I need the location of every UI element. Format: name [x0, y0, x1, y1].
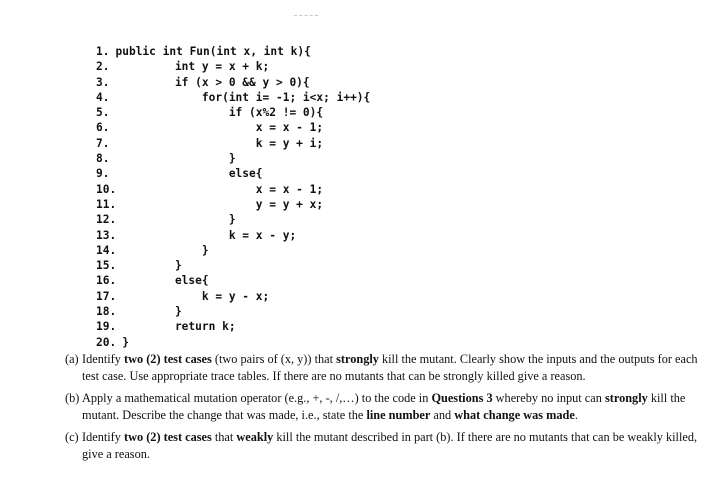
- code-line: [96, 197, 426, 212]
- code-line: [96, 105, 426, 120]
- top-dashed-mark: [294, 15, 318, 16]
- line-number: 5.: [96, 106, 110, 120]
- line-number: 11.: [96, 197, 117, 211]
- code-line: [96, 151, 426, 166]
- code-line: [96, 59, 426, 74]
- question-text: [82, 351, 715, 385]
- question-text-run: Apply a mathematical mutation operator (e.g., +, -, /,…) to the code in: [82, 391, 432, 405]
- line-number: 3.: [96, 75, 110, 89]
- question-text-run: and: [430, 408, 455, 422]
- code-text: x = x - 1;: [148, 121, 324, 135]
- question-text-run: .: [574, 408, 578, 422]
- code-text: else{: [148, 167, 263, 181]
- code-text: return k;: [148, 320, 236, 334]
- question-text: [82, 429, 715, 463]
- code-line: [96, 182, 426, 197]
- line-number: 6.: [96, 121, 110, 135]
- code-line: [96, 319, 426, 334]
- question-emphasis: line number: [366, 408, 431, 422]
- code-line: [96, 243, 426, 258]
- question-emphasis: weakly: [236, 430, 274, 444]
- question-text-run: kill the mutant described in part (b). If there are no mutants that can be weakly killed, give a reason.: [82, 430, 698, 461]
- code-text: int y = x + k;: [148, 60, 270, 74]
- line-number: 7.: [96, 136, 110, 150]
- question-text-run: kill the mutant. Clearly show the inputs and the outputs for each test case. Use appropriate trace tables. If there are no mutants that can be strongly killed give a reason.: [82, 352, 698, 383]
- line-number: 2.: [96, 60, 110, 74]
- code-line: [96, 228, 426, 243]
- code-text: }: [122, 335, 129, 349]
- code-text: }: [148, 152, 236, 166]
- question-emphasis: two (2) test cases: [124, 352, 212, 366]
- code-text: for(int i= -1; i<x; i++){: [148, 90, 371, 104]
- code-line: [96, 44, 426, 59]
- code-line: [96, 304, 426, 319]
- code-text: k = y + i;: [148, 136, 324, 150]
- line-number: 19.: [96, 320, 117, 334]
- code-text: if (x%2 != 0){: [148, 106, 324, 120]
- code-listing: [96, 44, 426, 349]
- code-line: [96, 136, 426, 151]
- line-number: 12.: [96, 213, 117, 227]
- question-text-run: Identify: [82, 352, 125, 366]
- question-emphasis: two (2) test cases: [124, 430, 212, 444]
- line-number: 14.: [96, 243, 117, 257]
- line-number: 15.: [96, 259, 117, 273]
- question-emphasis: what change was made: [454, 408, 575, 422]
- line-number: 16.: [96, 274, 117, 288]
- question-emphasis: strongly: [336, 352, 379, 366]
- code-text: }: [148, 213, 236, 227]
- question-text-run: that: [211, 430, 237, 444]
- code-line: [96, 75, 426, 90]
- question-label: (c): [65, 430, 79, 444]
- question-c: [65, 429, 715, 463]
- question-label: (a): [65, 352, 79, 366]
- line-number: 17.: [96, 289, 117, 303]
- code-line: [96, 166, 426, 181]
- code-text: }: [148, 305, 182, 319]
- code-text: public int Fun(int x, int k){: [115, 45, 311, 58]
- line-number: 13.: [96, 228, 117, 242]
- question-label: (b): [65, 391, 80, 405]
- code-line: [96, 289, 426, 304]
- line-number: 8.: [96, 152, 110, 166]
- question-text-run: kill the mutant. Describe the change that was made, i.e., state the: [82, 391, 686, 422]
- code-text: y = y + x;: [148, 197, 324, 211]
- line-number: 4.: [96, 90, 110, 104]
- question-list: [65, 351, 715, 468]
- code-line: [96, 258, 426, 273]
- question-emphasis: strongly: [604, 391, 648, 405]
- code-text: else{: [148, 274, 209, 288]
- line-number: 1.: [96, 45, 110, 58]
- question-text: [82, 390, 715, 424]
- question-a: [65, 351, 715, 385]
- line-number: 10.: [96, 182, 117, 196]
- code-text: if (x > 0 && y > 0){: [148, 75, 310, 89]
- code-line: [96, 273, 426, 288]
- question-text-run: whereby no input can: [492, 391, 605, 405]
- code-line: [96, 90, 426, 105]
- code-line: [96, 335, 426, 349]
- code-text: x = x - 1;: [148, 182, 324, 196]
- code-text: }: [148, 243, 209, 257]
- code-line: [96, 212, 426, 227]
- code-text: }: [148, 259, 182, 273]
- question-text-run: (two pairs of (x, y)) that: [211, 352, 337, 366]
- line-number: 18.: [96, 305, 117, 319]
- question-text-run: Identify: [82, 430, 125, 444]
- line-number: 20.: [96, 335, 117, 349]
- code-line: [96, 120, 426, 135]
- code-text: k = y - x;: [148, 289, 270, 303]
- code-text: k = x - y;: [148, 228, 297, 242]
- question-b: [65, 390, 715, 424]
- line-number: 9.: [96, 167, 110, 181]
- question-emphasis: Questions 3: [431, 391, 493, 405]
